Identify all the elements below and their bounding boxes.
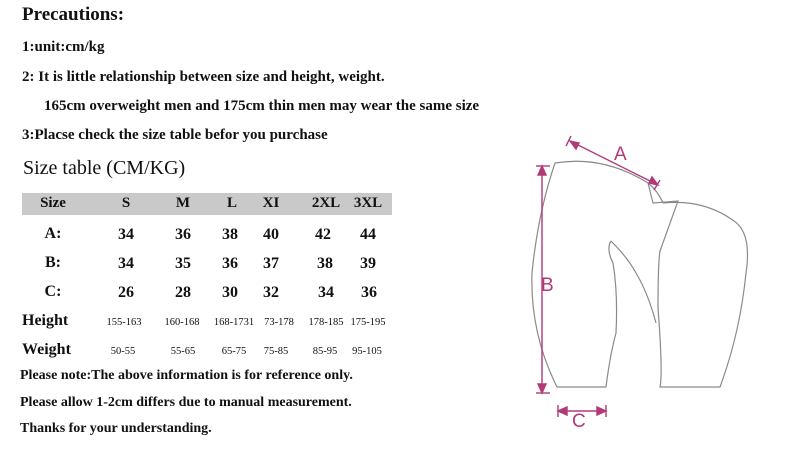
table-cell: 95-105 [352, 346, 382, 357]
table-cell: 178-185 [308, 317, 344, 328]
row-label-height: Height [22, 312, 69, 329]
table-cell: 55-65 [170, 346, 196, 357]
table-row [22, 338, 392, 367]
arrowhead [570, 141, 579, 149]
arrowhead [538, 166, 546, 175]
row-label-weight: Weight [22, 341, 71, 358]
row-label-c: C: [44, 283, 62, 300]
arrowhead [558, 407, 567, 415]
reference-note: Please note:The above information is for reference only. [20, 368, 353, 383]
header-cell-l: L [226, 195, 238, 211]
header-cell-size: Size [40, 195, 66, 211]
table-header-row [22, 193, 392, 215]
unit-note: 1:unit:cm/kg [22, 39, 105, 55]
row-label-a: A: [44, 225, 62, 242]
table-cell: 65-75 [221, 346, 247, 357]
table-cell: 36 [361, 284, 377, 301]
table-row [22, 251, 392, 280]
header-cell-xl: XI [262, 195, 280, 211]
row-label-b: B: [45, 254, 61, 271]
table-cell: 36 [222, 255, 238, 272]
table-cell: 75-85 [263, 346, 289, 357]
table-cell: 39 [360, 255, 376, 272]
size-table-title: Size table (CM/KG) [23, 157, 186, 179]
measurement-note: Please allow 1-2cm differs due to manual measurement. [20, 395, 352, 410]
sleeve-outline [532, 161, 748, 387]
header-cell-3xl: 3XL [353, 195, 383, 211]
check-table-note: 3:Placse check the size table befor you purchase [22, 127, 328, 143]
label-c: C [572, 411, 586, 432]
table-cell: 35 [175, 255, 191, 272]
table-cell: 155-163 [106, 317, 142, 328]
table-cell: 42 [315, 226, 331, 243]
table-cell: 28 [175, 284, 191, 301]
table-cell: 34 [118, 226, 134, 243]
table-cell: 168-1731 [213, 317, 255, 328]
table-row [22, 222, 392, 251]
label-b: B [541, 275, 554, 296]
table-cell: 38 [317, 255, 333, 272]
table-cell: 40 [263, 226, 279, 243]
table-cell: 36 [175, 226, 191, 243]
table-cell: 73-178 [264, 317, 294, 328]
size-relationship-note: 2: It is little relationship between size and height, weight. [22, 69, 385, 85]
measurement-marks [536, 136, 660, 417]
table-cell: 160-168 [164, 317, 200, 328]
table-cell: 26 [118, 284, 134, 301]
table-cell: 50-55 [110, 346, 136, 357]
thanks-note: Thanks for your understanding. [20, 421, 212, 436]
knee-sleeve-diagram [508, 133, 778, 433]
size-example-note: 165cm overweight men and 175cm thin men may wear the same size [44, 98, 480, 114]
table-row [22, 309, 392, 338]
size-table [22, 193, 392, 367]
header-cell-s: S [121, 195, 131, 211]
table-cell: 32 [263, 284, 279, 301]
arrowhead [597, 407, 606, 415]
arrowhead [649, 177, 658, 185]
table-cell: 30 [222, 284, 238, 301]
arrowhead [538, 384, 546, 393]
table-cell: 175-195 [350, 317, 386, 328]
label-a: A [614, 144, 627, 165]
table-cell: 85-95 [312, 346, 338, 357]
table-cell: 44 [360, 226, 376, 243]
header-cell-m: M [175, 195, 191, 211]
table-cell: 37 [263, 255, 279, 272]
table-row [22, 280, 392, 309]
table-cell: 38 [222, 226, 238, 243]
header-cell-2xl: 2XL [311, 195, 341, 211]
table-cell: 34 [318, 284, 334, 301]
table-cell: 34 [118, 255, 134, 272]
precautions-title: Precautions: [22, 4, 125, 25]
